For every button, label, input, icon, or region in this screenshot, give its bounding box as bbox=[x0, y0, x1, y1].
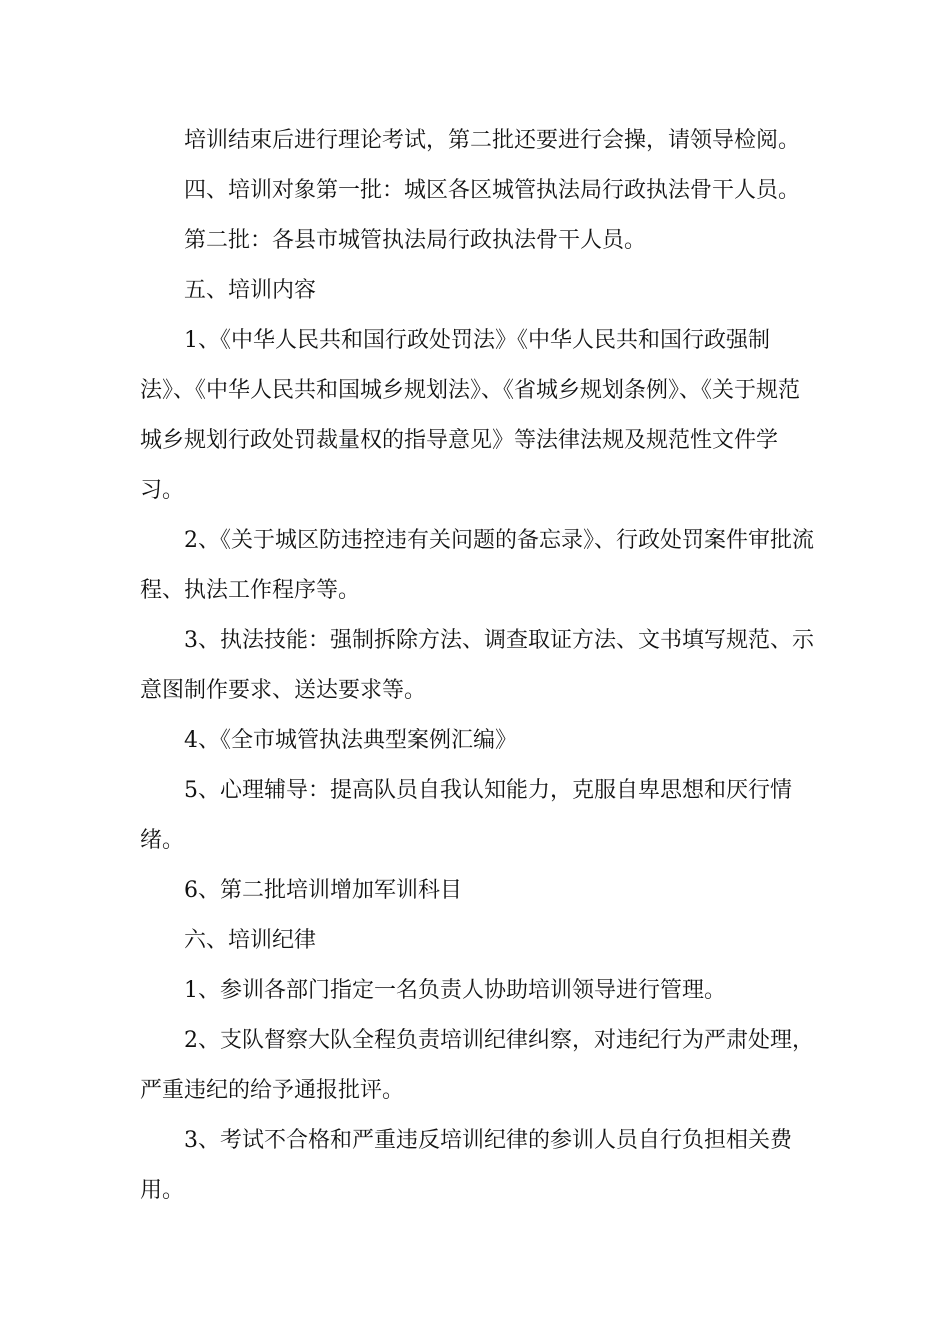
content-item-2: 2、《关于城区防违控违有关问题的备忘录》、行政处罚案件审批流程、执法工作程序等。 bbox=[140, 528, 814, 603]
discipline-item-3: 3、考试不合格和严重违反培训纪律的参训人员自行负担相关费用。 bbox=[140, 1128, 792, 1203]
content-item-4: 4、《全市城管执法典型案例汇编》 bbox=[184, 728, 517, 753]
content-item-3: 3、执法技能：强制拆除方法、调查取证方法、文书填写规范、示意图制作要求、送达要求等。 bbox=[140, 628, 814, 703]
heading-training-content: 五、培训内容 bbox=[184, 278, 317, 303]
content-item-5: 5、心理辅导：提高队员自我认知能力，克服自卑思想和厌行情绪。 bbox=[140, 778, 792, 853]
paragraph-exam-note: 培训结束后进行理论考试，第二批还要进行会操，请领导检阅。 bbox=[184, 128, 801, 153]
discipline-item-1: 1、参训各部门指定一名负责人协助培训领导进行管理。 bbox=[184, 978, 726, 1003]
content-item-6: 6、第二批培训增加军训科目 bbox=[184, 878, 462, 903]
document-body bbox=[140, 116, 816, 1216]
discipline-item-2: 2、支队督察大队全程负责培训纪律纠察，对违纪行为严肃处理，严重违纪的给予通报批评。 bbox=[140, 1028, 814, 1103]
paragraph-second-batch: 第二批：各县市城管执法局行政执法骨干人员。 bbox=[184, 228, 647, 253]
paragraph-training-targets: 四、培训对象第一批：城区各区城管执法局行政执法骨干人员。 bbox=[184, 178, 801, 203]
content-item-1: 1、《中华人民共和国行政处罚法》《中华人民共和国行政强制法》、《中华人民共和国城乡规划法》、《省城乡规划条例》、《关于规范城乡规划行政处罚裁量权的指导意见》等法律法规及规范性文件学习。 bbox=[140, 328, 801, 503]
heading-training-discipline: 六、培训纪律 bbox=[184, 928, 317, 953]
